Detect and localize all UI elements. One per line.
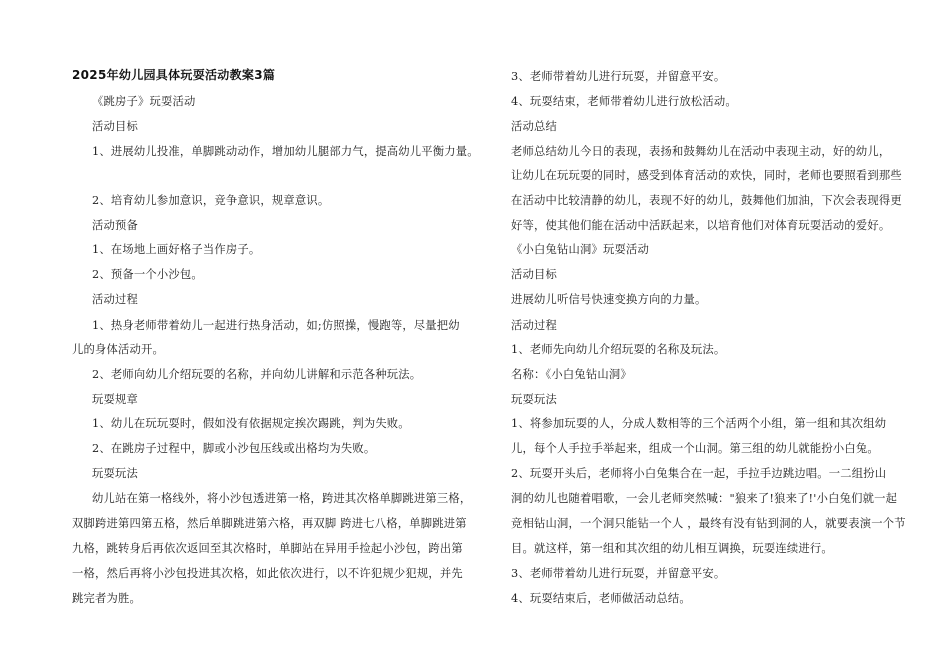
section-heading: 《小白兔钻山洞》玩耍活动 — [511, 243, 649, 256]
paragraph-line: 1、老师先向幼儿介绍玩耍的名称及玩法。 — [511, 343, 726, 356]
paragraph-line: 竞相钻山洞，一个洞只能钻一个人 ，最终有没有钻到洞的人，就要表演一个节 — [511, 517, 906, 530]
subheading: 活动目标 — [511, 268, 557, 281]
subheading: 玩耍玩法 — [92, 467, 138, 480]
subheading: 活动预备 — [92, 219, 138, 232]
paragraph-line: 九格，跳转身后再依次返回至其次格时，单脚站在异用手捡起小沙包，跨出第 — [72, 542, 463, 555]
paragraph-line: 4、玩耍结束，老师带着幼儿进行放松活动。 — [511, 95, 737, 108]
subheading: 玩耍玩法 — [511, 393, 557, 406]
paragraph-line: 老师总结幼儿今日的表现，表扬和鼓舞幼儿在活动中表现主动，好的幼儿， — [511, 145, 891, 158]
subheading: 活动目标 — [92, 120, 138, 133]
paragraph-line: 2、玩耍开头后，老师将小白兔集合在一起，手拉手边跳边唱。一二组扮山 — [511, 467, 887, 480]
paragraph-line: 2、在跳房子过程中，脚或小沙包压线或出格均为失败。 — [92, 442, 376, 455]
document-title: 2025年幼儿园具体玩耍活动教案3篇 — [72, 68, 276, 82]
paragraph-line: 名称：《小白兔钻山洞》 — [511, 368, 632, 381]
subheading: 玩耍规章 — [92, 393, 138, 406]
paragraph-line: 一格，然后再将小沙包投进其次格，如此依次进行，以不许犯规少犯规，并先 — [72, 567, 463, 580]
paragraph-line: 进展幼儿听信号快速变换方向的力量。 — [511, 293, 707, 306]
paragraph-line: 1、热身老师带着幼儿一起进行热身活动，如;仿照操，慢跑等，尽量把幼 — [92, 319, 460, 332]
paragraph-line: 好等，使其他们能在活动中活跃起来，以培育他们对体育玩耍活动的爱好。 — [511, 219, 891, 232]
paragraph-line: 儿的身体活动开。 — [72, 343, 164, 356]
paragraph-line: 让幼儿在玩玩耍的同时，感受到体育活动的欢快，同时，老师也要照看到那些 — [511, 169, 902, 182]
paragraph-line: 目。就这样，第一组和其次组的幼儿相互调换，玩耍连续进行。 — [511, 542, 833, 555]
paragraph-line: 2、预备一个小沙包。 — [92, 268, 203, 281]
paragraph-line: 3、老师带着幼儿进行玩耍，并留意平安。 — [511, 567, 726, 580]
paragraph-line: 双脚跨进第四第五格，然后单脚跳进第六格，再双脚 跨进七八格，单脚跳进第 — [72, 517, 467, 530]
paragraph-line: 2、培育幼儿参加意识，竞争意识，规章意识。 — [92, 194, 330, 207]
paragraph-line: 洞的幼儿也随着唱歌，一会儿老师突然喊："狼来了!狼来了!'小白兔们就一起 — [511, 492, 898, 505]
paragraph-line: 4、玩耍结束后，老师做活动总结。 — [511, 592, 691, 605]
paragraph-line: 幼儿站在第一格线外，将小沙包透进第一格，跨进其次格单脚跳进第三格， — [92, 492, 472, 505]
paragraph-line: 在活动中比较清静的幼儿，表现不好的幼儿，鼓舞他们加油，下次会表现得更 — [511, 194, 902, 207]
paragraph-line: 1、将参加玩耍的人，分成人数相等的三个活两个小组，第一组和其次组幼 — [511, 417, 887, 430]
paragraph-line: 3、老师带着幼儿进行玩耍，并留意平安。 — [511, 70, 726, 83]
paragraph-line: 跳完者为胜。 — [72, 592, 141, 605]
paragraph-line: 儿，每个人手拉手举起来，组成一个山洞。第三组的幼儿就能扮小白兔。 — [511, 442, 879, 455]
subheading: 活动总结 — [511, 120, 557, 133]
paragraph-line: 2、老师向幼儿介绍玩耍的名称，并向幼儿讲解和示范各种玩法。 — [92, 368, 422, 381]
paragraph-line: 1、幼儿在玩玩耍时，假如没有依据规定挨次踢跳，判为失败。 — [92, 417, 410, 430]
section-heading: 《跳房子》玩耍活动 — [92, 95, 196, 108]
paragraph-line: 1、进展幼儿投准，单脚跳动动作，增加幼儿腿部力气，提高幼儿平衡力量。 — [92, 145, 479, 158]
subheading: 活动过程 — [511, 319, 557, 332]
subheading: 活动过程 — [92, 293, 138, 306]
paragraph-line: 1、在场地上画好格子当作房子。 — [92, 243, 261, 256]
